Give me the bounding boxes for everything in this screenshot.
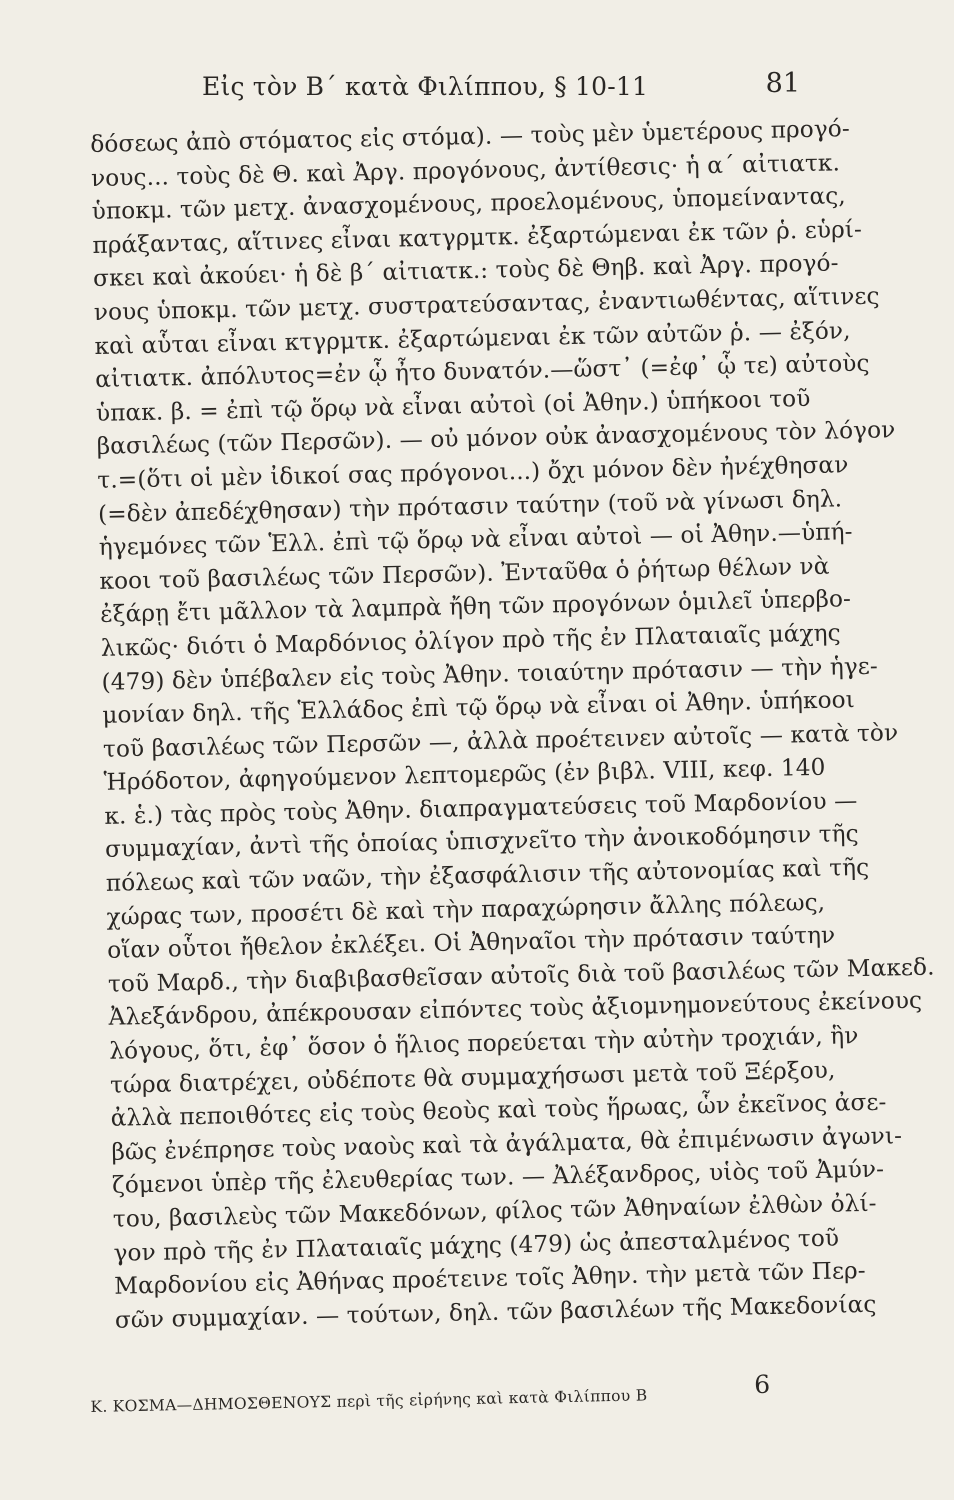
- text-line: λόγους, ὅτι, ἐφ᾽ ὅσον ὁ ἥλιος πορεύεται τὴν αὐτὴν τροχιάν, ἣν: [109, 1022, 859, 1065]
- page-number: 81: [765, 68, 800, 99]
- text-line: νους ὑποκμ. τῶν μετχ. συστρατεύσαντας, ἐναντιωθέντας, αἵτινες: [93, 282, 880, 326]
- text-line: τώρα διατρέχει, οὐδέποτε θὰ συμμαχήσωσι μετὰ τοῦ Ξέρξου,: [109, 1056, 836, 1099]
- text-line: τοῦ βασιλέως τῶν Περσῶν —, ἀλλὰ προέτεινεν αὐτοῖς — κατὰ τὸν: [102, 718, 899, 763]
- text-line: (=δὲν ἀπεδέχθησαν) τὴν πρότασιν ταύτην (τοῦ νὰ γίνωσι δηλ.: [97, 484, 843, 528]
- text-line: σῶν συμμαχίαν. — τούτων, δηλ. τῶν βασιλέων τῆς Μακεδονίας: [114, 1290, 877, 1334]
- text-line: ἐξάρῃ ἔτι μᾶλλον τὰ λαμπρὰ ἤθη τῶν προγόνων ὁμιλεῖ ὑπερβο-: [99, 585, 852, 629]
- text-line: συμμαχίαν, ἀντὶ τῆς ὁποίας ὑπισχνεῖτο τὴν ἀνοικοδόμησιν τῆς: [104, 820, 859, 864]
- text-line: τ.=(ὅτι οἱ μὲν ἰδικοί σας πρόγονοι...) ὄχι μόνον δὲν ἠνέχθησαν: [97, 451, 849, 494]
- text-line: ζόμενοι ὑπὲρ τῆς ἐλευθερίας των. — Ἀλέξανδρος, υἱὸς τοῦ Ἀμύν-: [111, 1156, 885, 1200]
- text-line: ὑπακ. β. = ἐπὶ τῷ ὅρῳ νὰ εἶναι αὐτοὶ (οἱ Ἀθην.) ὑπήκοοι τοῦ: [95, 384, 811, 427]
- text-line: πράξαντας, αἵτινες εἶναι κατγρμτκ. ἐξαρτώμεναι ἐκ τῶν ῥ. εὑρί-: [92, 215, 863, 259]
- text-line: αἰτιατκ. ἀπόλυτος=ἐν ᾧ ἦτο δυνατόν.—ὥστ᾽ (=ἐφ᾽ ᾧ τε) αὐτοὺς: [94, 349, 870, 394]
- text-line: κοοι τοῦ βασιλέως τῶν Περσῶν). Ἐνταῦθα ὁ ῥήτωρ θέλων νὰ: [99, 552, 830, 595]
- text-line: οἵαν οὗτοι ἤθελον ἐκλέξει. Οἱ Ἀθηναῖοι τὴν πρότασιν ταύτην: [106, 921, 836, 965]
- text-line: Ἡρόδοτον, ἀφηγούμενον λεπτομερῶς (ἐν βιβλ. VIII, κεφ. 140: [103, 754, 826, 797]
- text-line: βασιλέως (τῶν Περσῶν). — οὐ μόνον οὐκ ἀνασχομένους τὸν λόγον: [96, 416, 896, 461]
- text-line: ὑποκμ. τῶν μετχ. ἀνασχομένους, προελομένους, ὑπομείναντας,: [91, 182, 847, 226]
- signature-mark: 6: [753, 1369, 771, 1400]
- text-line: ἡγεμόνες τῶν Ἑλλ. ἐπὶ τῷ ὅρῳ νὰ εἶναι αὐτοὶ — οἱ Ἀθην.—ὑπή-: [98, 518, 853, 562]
- signature-line: Κ. ΚΟΣΜΑ—ΔΗΜΟΣΘΕΝΟΥΣ περὶ τῆς εἰρήνης καὶ κατὰ Φιλίππου Β: [90, 1386, 648, 1416]
- text-line: βῶς ἐνέπρησε τοὺς ναοὺς καὶ τὰ ἀγάλματα, θὰ ἐπιμένωσιν ἀγωνι-: [111, 1122, 903, 1166]
- text-line: Μαρδονίου εἰς Ἀθήνας προέτεινε τοῖς Ἀθην. τὴν μετὰ τῶν Περ-: [113, 1257, 866, 1300]
- text-line: τοῦ Μαρδ., τὴν διαβιβασθεῖσαν αὐτοῖς διὰ τοῦ βασιλέως τῶν Μακεδ.: [107, 953, 935, 998]
- text-line: (479) δὲν ὑπέβαλεν εἰς τοὺς Ἀθην. τοιαύτην πρότασιν — τὴν ἡγε-: [101, 652, 879, 696]
- text-line: νους... τοὺς δὲ Θ. καὶ Ἀργ. προγόνους, ἀντίθεσις· ἡ α΄ αἰτιατκ.: [90, 148, 841, 192]
- text-line: ἀλλὰ πεποιθότες εἰς τοὺς θεοὺς καὶ τοὺς ἥρωας, ὧν ἐκεῖνος ἀσε-: [110, 1088, 887, 1132]
- text-line: πόλεως καὶ τῶν ναῶν, τὴν ἐξασφάλισιν τῆς αὐτονομίας καὶ τῆς: [105, 853, 870, 897]
- text-line: λικῶς· διότι ὁ Μαρδόνιος ὀλίγον πρὸ τῆς ἐν Πλαταιαῖς μάχης: [100, 619, 841, 662]
- page-header: [90, 68, 800, 108]
- text-line: δόσεως ἀπὸ στόματος εἰς στόμα). — τοὺς μὲν ὑμετέρους προγό-: [90, 115, 851, 158]
- text-line: καὶ αὗται εἶναι κτγρμτκ. ἐξαρτώμεναι ἐκ τῶν αὐτῶν ῥ. — ἐξόν,: [94, 316, 851, 360]
- text-line: χώρας των, προσέτι δὲ καὶ τὴν παραχώρησιν ἄλλης πόλεως,: [106, 888, 826, 931]
- page-footer: [90, 1369, 791, 1418]
- running-head: Εἰς τὸν Β΄ κατὰ Φιλίππου, § 10-11: [202, 72, 649, 101]
- text-line: σκει καὶ ἀκούει· ἡ δὲ β΄ αἰτιατκ.: τοὺς δὲ Θηβ. καὶ Ἀργ. προγό-: [92, 249, 839, 293]
- text-line: Ἀλεξάνδρου, ἀπέκρουσαν εἰπόντες τοὺς ἀξιομνημονεύτους ἐκείνους: [108, 987, 923, 1032]
- text-line: γον πρὸ τῆς ἐν Πλαταιαῖς μάχης (479) ὡς ἀπεσταλμένος τοῦ: [113, 1224, 840, 1267]
- text-line: του, βασιλεὺς τῶν Μακεδόνων, φίλος τῶν Ἀθηναίων ἐλθὼν ὀλί-: [112, 1189, 877, 1233]
- text-line: κ. ἑ.) τὰς πρὸς τοὺς Ἀθην. διαπραγματεύσεις τοῦ Μαρδονίου —: [104, 786, 858, 830]
- text-line: μονίαν δηλ. τῆς Ἑλλάδος ἐπὶ τῷ ὅρῳ νὰ εἶναι οἱ Ἀθην. ὑπήκοοι: [102, 686, 856, 729]
- commentary-text: [90, 113, 935, 1371]
